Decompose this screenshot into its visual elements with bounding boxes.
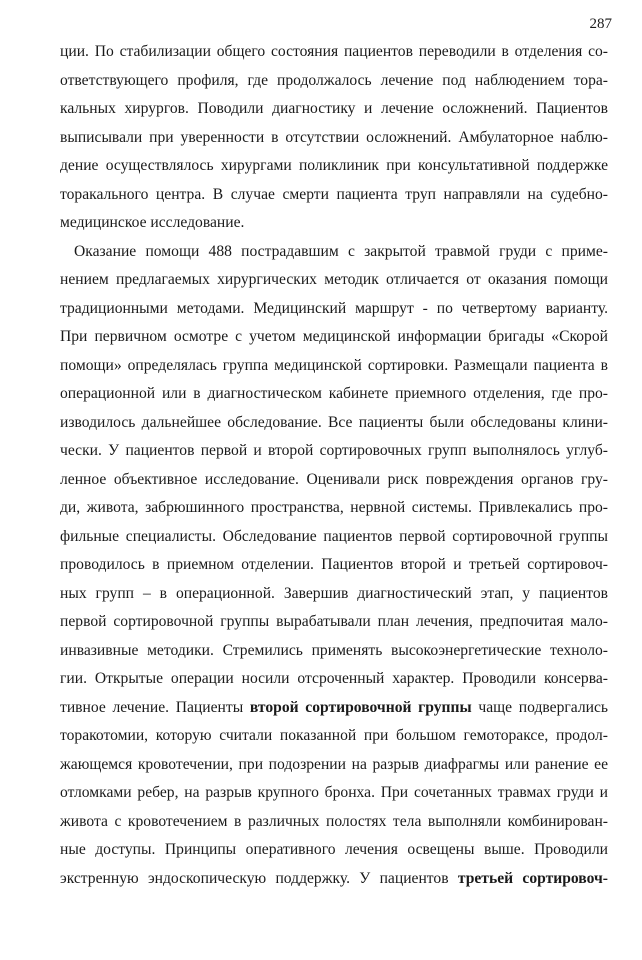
- bold-term: второй сортировочной группы: [249, 698, 472, 716]
- text-line: нением предлагаемых хирургических методик отличается от оказания помощи: [60, 271, 608, 288]
- bold-term: третьей сортировоч-: [457, 869, 608, 887]
- body-text: [60, 38, 608, 893]
- text-line: ди, живота, забрюшинного пространства, нервной системы. Привлекались про-: [60, 499, 608, 516]
- text-line: кальных хирургов. Поводили диагностику и лечение осложнений. Пациентов: [60, 100, 608, 117]
- text-line: изводилось дальнейшее обследование. Все пациенты были обследованы клини-: [60, 413, 608, 431]
- text-line: фильные специалисты. Обследование пациентов первой сортировочной группы: [60, 527, 608, 545]
- text-line: живота с кровотечением в различных полостях тела выполняли комбинирован-: [60, 812, 608, 830]
- text-segment: экстренную эндоскопическую поддержку. У пациентов: [60, 869, 458, 887]
- text-line: первой сортировочной группы вырабатывали план лечения, предпочитая мало-: [60, 613, 608, 630]
- text-line: жающемся кровотечении, при подозрении на разрыв диафрагмы или ранение ее: [60, 755, 608, 773]
- text-line: отломками ребер, на разрыв крупного бронха. При сочетанных травмах груди и: [60, 784, 608, 801]
- text-line: ных групп – в операционной. Завершив диагностический этап, у пациентов: [60, 584, 608, 602]
- text-line: медицинское исследование.: [60, 214, 245, 231]
- text-line: ответствующего профиля, где продолжалось лечение под наблюдением тора-: [60, 71, 608, 89]
- text-line: помощи» определялась группа медицинской сортировки. Размещали пациента в: [60, 356, 608, 374]
- text-line: чески. У пациентов первой и второй сортировочных групп выполнялось углуб-: [60, 442, 608, 459]
- text-line: ции. По стабилизации общего состояния пациентов переводили в отделения со-: [60, 43, 608, 60]
- text-line: инвазивные методики. Стремились применять высокоэнергетические техноло-: [60, 641, 608, 659]
- text-segment: чаще подвергались: [471, 698, 608, 716]
- text-line: традиционными методами. Медицинский маршрут - по четвертому варианту.: [60, 299, 608, 317]
- text-line-with-bold: [60, 865, 608, 894]
- text-line: выписывали при уверенности в отсутствии осложнений. Амбулаторное наблю-: [60, 128, 608, 146]
- text-line: При первичном осмотре с учетом медицинской информации бригады «Скорой: [60, 328, 608, 345]
- text-line: гии. Открытые операции носили отсроченный характер. Проводили консерва-: [60, 670, 608, 687]
- text-line: Оказание помощи 488 пострадавшим с закрытой травмой груди с приме-: [74, 242, 608, 260]
- text-line: ленное объективное исследование. Оценивали риск повреждения органов гру-: [60, 470, 608, 488]
- text-line-with-bold: [60, 694, 608, 723]
- text-segment: тивное лечение. Пациенты: [60, 698, 250, 716]
- text-line: торакотомии, которую считали показанной при большом гемотораксе, продол-: [60, 727, 608, 744]
- page-number: 287: [589, 16, 612, 32]
- text-line: дение осуществлялось хирургами поликлиник при консультативной поддержке: [60, 157, 608, 174]
- text-line: ные доступы. Принципы оперативного лечения освещены выше. Проводили: [60, 841, 608, 858]
- text-line: проводилось в приемном отделении. Пациентов второй и третьей сортировоч-: [60, 556, 608, 573]
- text-line: операционной или в диагностическом кабинете приемного отделения, где про-: [60, 385, 608, 402]
- text-line: торакального центра. В случае смерти пациента труп направляли на судебно-: [60, 185, 608, 203]
